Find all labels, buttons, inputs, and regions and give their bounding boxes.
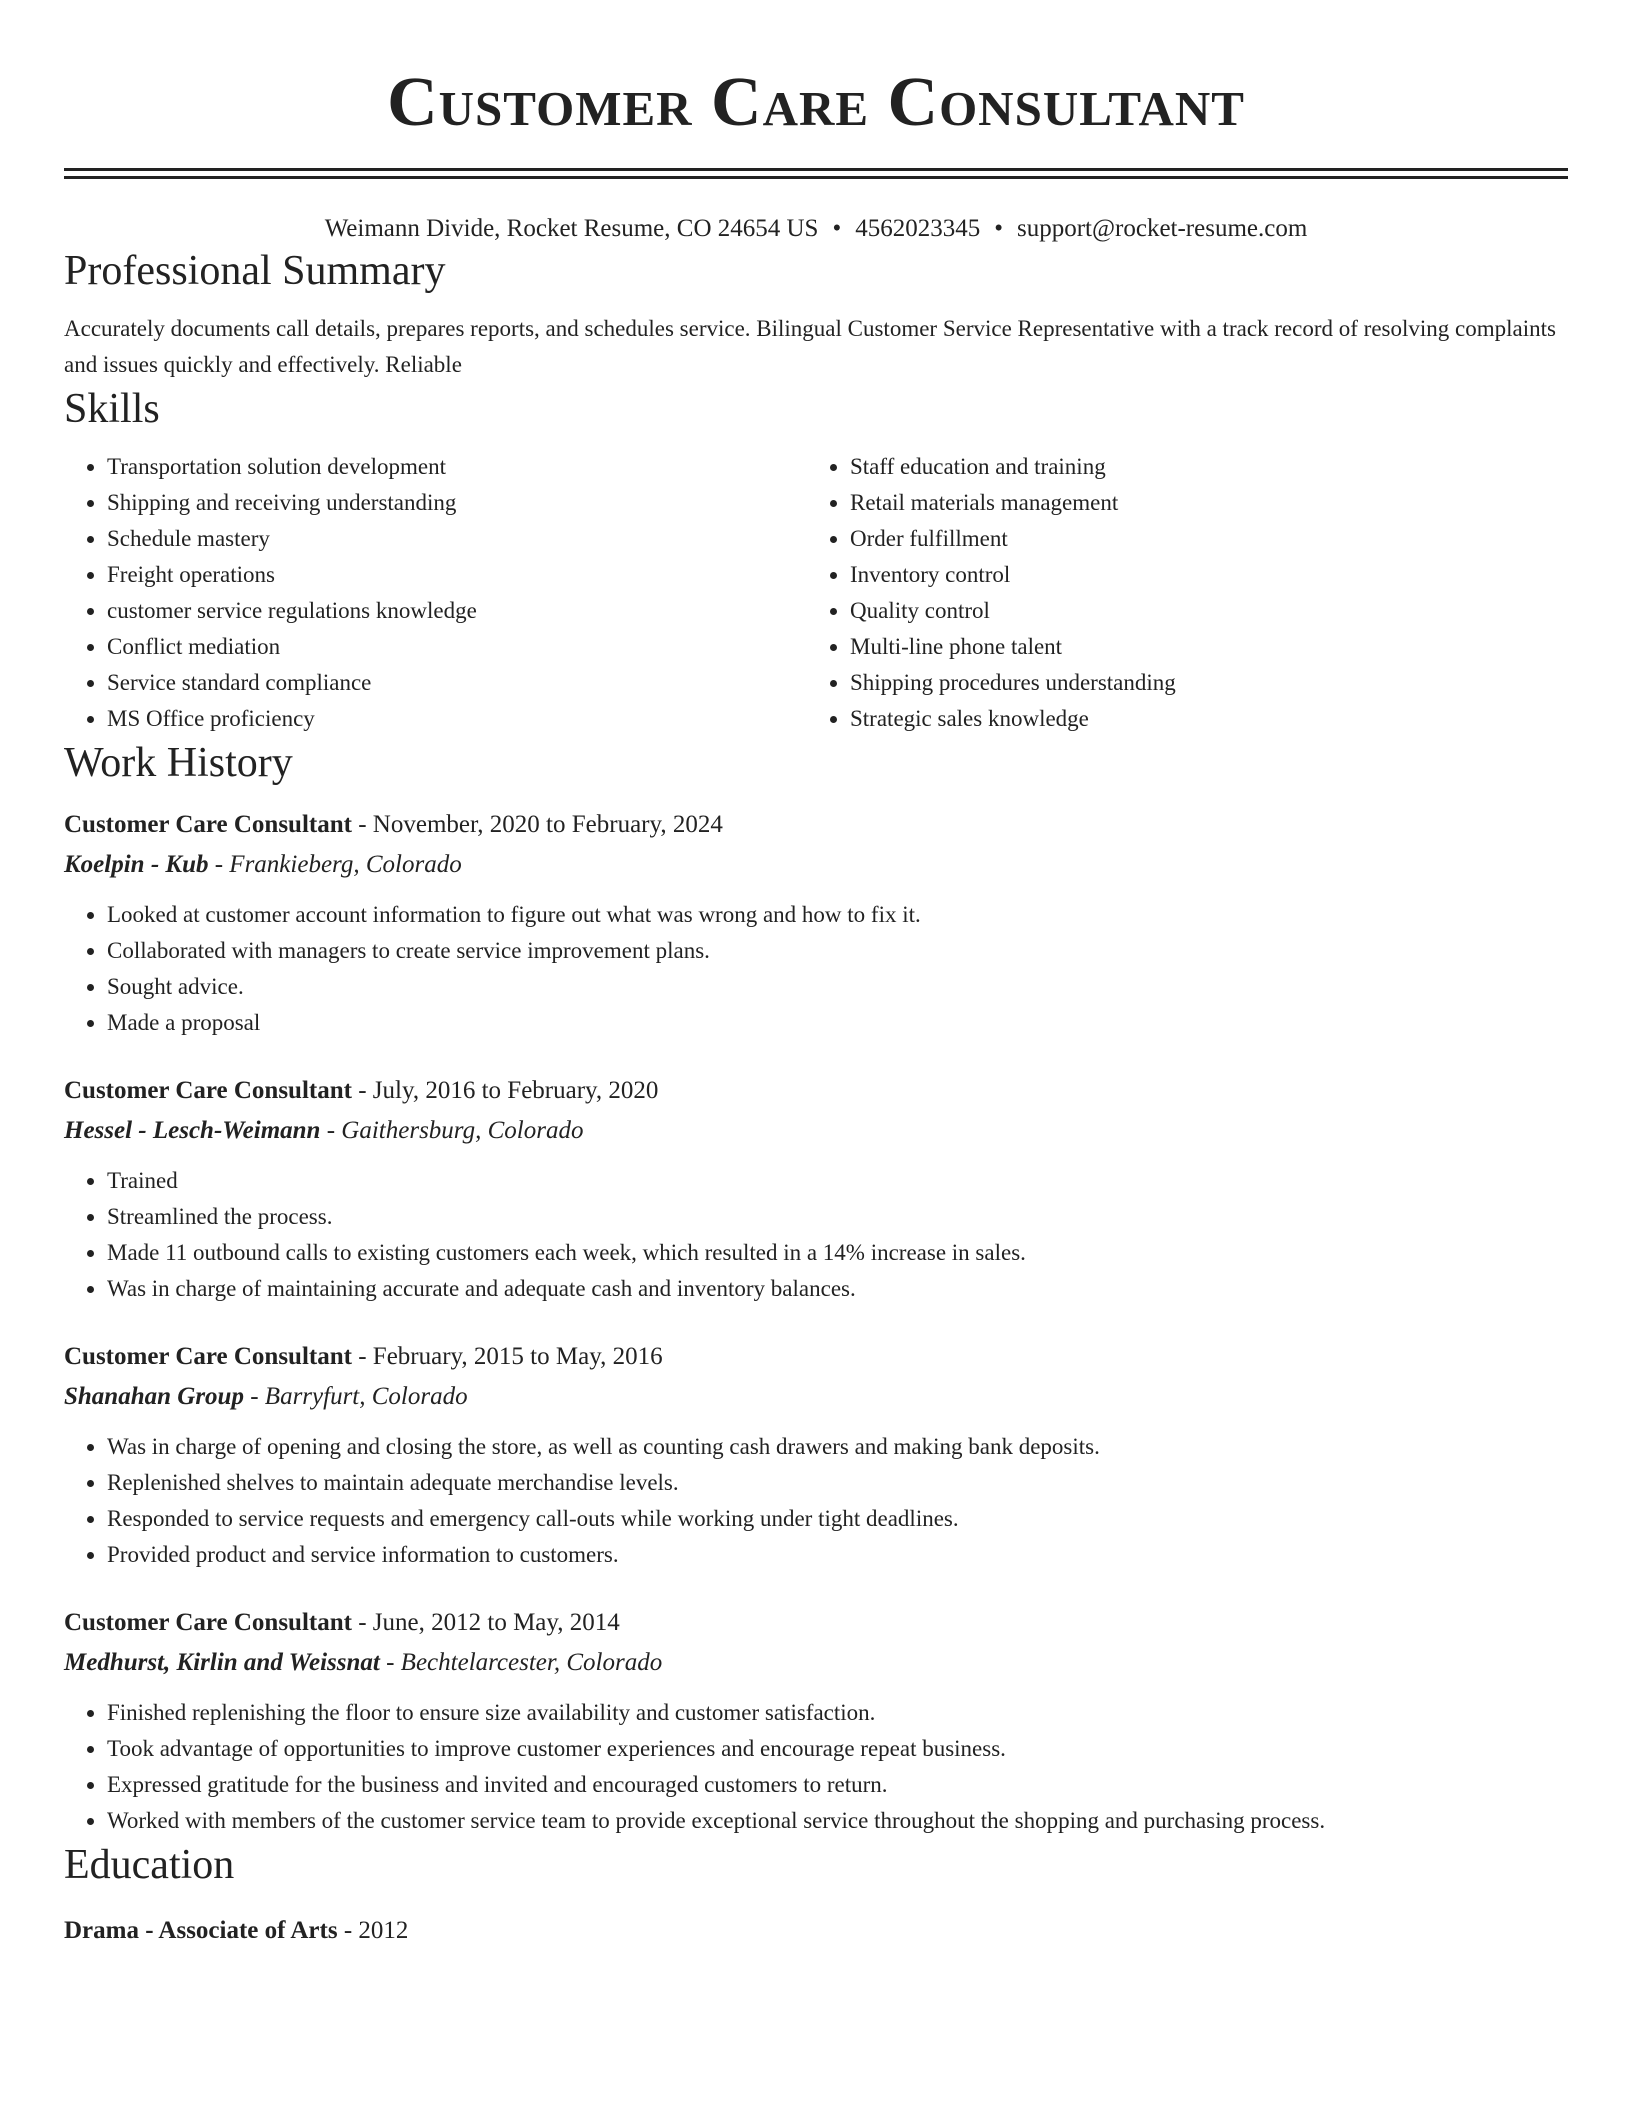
job-location: - Bechtelarcester, Colorado xyxy=(379,1649,663,1676)
job-heading xyxy=(64,1337,1568,1377)
job-entry xyxy=(64,1071,1568,1307)
job-dates: - June, 2012 to May, 2014 xyxy=(351,1609,620,1636)
title-divider-top xyxy=(64,168,1568,171)
skill-item: • Service standard compliance xyxy=(107,665,807,701)
job-bullet: • Provided product and service information to customers. xyxy=(107,1537,1568,1573)
skill-item: • MS Office proficiency xyxy=(107,701,807,737)
education-year: - 2012 xyxy=(337,1917,409,1944)
job-bullets xyxy=(64,1429,1568,1573)
skill-item: • Order fulfillment xyxy=(850,521,1550,557)
education-heading: Education xyxy=(64,1842,235,1888)
job-bullet: • Replenished shelves to maintain adequate merchandise levels. xyxy=(107,1465,1568,1501)
job-bullet: • Responded to service requests and emergency call-outs while working under tight deadlines. xyxy=(107,1501,1568,1537)
job-entry xyxy=(64,1603,1568,1839)
job-bullets xyxy=(64,1163,1568,1307)
summary-heading: Professional Summary xyxy=(64,248,446,294)
skill-item: • customer service regulations knowledge xyxy=(107,593,807,629)
job-employer xyxy=(64,1111,1568,1151)
job-location: - Frankieberg, Colorado xyxy=(208,851,462,878)
skill-item: • Shipping and receiving understanding xyxy=(107,485,807,521)
job-dates: - July, 2016 to February, 2020 xyxy=(351,1077,659,1104)
job-role: Customer Care Consultant xyxy=(64,1077,352,1104)
job-company: Hessel - Lesch-Weimann xyxy=(64,1117,321,1144)
skills-column-right xyxy=(807,449,1550,737)
contact-separator: • xyxy=(832,215,842,242)
job-entry xyxy=(64,1337,1568,1573)
skills-list xyxy=(64,449,1568,737)
job-bullet: • Finished replenishing the floor to ensure size availability and customer satisfaction. xyxy=(107,1695,1568,1731)
work-history-heading: Work History xyxy=(64,740,293,786)
job-role: Customer Care Consultant xyxy=(64,1343,352,1370)
contact-line xyxy=(64,213,1568,245)
contact-separator: • xyxy=(994,215,1003,242)
job-bullet: • Worked with members of the customer service team to provide exceptional service throughout the shopping and purchasing process. xyxy=(107,1803,1568,1839)
resume-page xyxy=(64,0,1568,1949)
job-company: Koelpin - Kub xyxy=(64,851,209,878)
job-bullet: • Looked at customer account information to figure out what was wrong and how to fix it. xyxy=(107,897,1568,933)
job-heading xyxy=(64,1071,1568,1111)
education-entry xyxy=(64,1913,1568,1949)
contact-address: Weimann Divide, Rocket Resume, CO 24654 US xyxy=(324,215,819,242)
job-location: - Barryfurt, Colorado xyxy=(243,1383,468,1410)
job-heading xyxy=(64,1603,1568,1643)
skill-item: • Shipping procedures understanding xyxy=(850,665,1550,701)
job-location: - Gaithersburg, Colorado xyxy=(320,1117,584,1144)
job-bullet: • Was in charge of opening and closing the store, as well as counting cash drawers and making bank deposits. xyxy=(107,1429,1568,1465)
job-bullet: • Expressed gratitude for the business and invited and encouraged customers to return. xyxy=(107,1767,1568,1803)
job-employer xyxy=(64,845,1568,885)
skills-column-left xyxy=(64,449,807,737)
job-bullet: • Trained xyxy=(107,1163,1568,1199)
skill-item: • Quality control xyxy=(850,593,1550,629)
job-bullet: • Made 11 outbound calls to existing customers each week, which resulted in a 14% increase in sales. xyxy=(107,1235,1568,1271)
job-bullet: • Was in charge of maintaining accurate and adequate cash and inventory balances. xyxy=(107,1271,1568,1307)
job-bullets xyxy=(64,1695,1568,1839)
resume-title: Customer Care Consultant xyxy=(387,64,1245,141)
job-bullet: • Took advantage of opportunities to improve customer experiences and encourage repeat business. xyxy=(107,1731,1568,1767)
summary-text: Accurately documents call details, prepares reports, and schedules service. Bilingual Customer Service Representative with a track record of resolving complaints and issues quickly and effectively. Reliable xyxy=(64,316,1556,377)
job-employer xyxy=(64,1377,1568,1417)
skill-item: • Staff education and training xyxy=(850,449,1550,485)
job-company: Medhurst, Kirlin and Weissnat xyxy=(64,1649,380,1676)
job-entry xyxy=(64,805,1568,1041)
skill-item: • Multi-line phone talent xyxy=(850,629,1550,665)
skills-heading: Skills xyxy=(64,386,160,432)
job-bullet: • Streamlined the process. xyxy=(107,1199,1568,1235)
job-role: Customer Care Consultant xyxy=(64,811,352,838)
job-bullet: • Collaborated with managers to create service improvement plans. xyxy=(107,933,1568,969)
contact-email: support@rocket-resume.com xyxy=(1017,215,1308,242)
job-heading xyxy=(64,805,1568,845)
title-divider-bottom xyxy=(64,176,1568,179)
skill-item: • Retail materials management xyxy=(850,485,1550,521)
contact-phone: 4562023345 xyxy=(855,215,981,242)
skill-item: • Freight operations xyxy=(107,557,807,593)
education-degree: Drama - Associate of Arts xyxy=(64,1917,338,1944)
job-dates: - November, 2020 to February, 2024 xyxy=(351,811,723,838)
skill-item: • Conflict mediation xyxy=(107,629,807,665)
skill-item: • Schedule mastery xyxy=(107,521,807,557)
job-dates: - February, 2015 to May, 2016 xyxy=(351,1343,663,1370)
job-company: Shanahan Group xyxy=(64,1383,244,1410)
skill-item: • Inventory control xyxy=(850,557,1550,593)
job-bullet: • Sought advice. xyxy=(107,969,1568,1005)
job-role: Customer Care Consultant xyxy=(64,1609,352,1636)
job-bullets xyxy=(64,897,1568,1041)
skill-item: • Transportation solution development xyxy=(107,449,807,485)
skill-item: • Strategic sales knowledge xyxy=(850,701,1550,737)
job-bullet: • Made a proposal xyxy=(107,1005,1568,1041)
job-employer xyxy=(64,1643,1568,1683)
